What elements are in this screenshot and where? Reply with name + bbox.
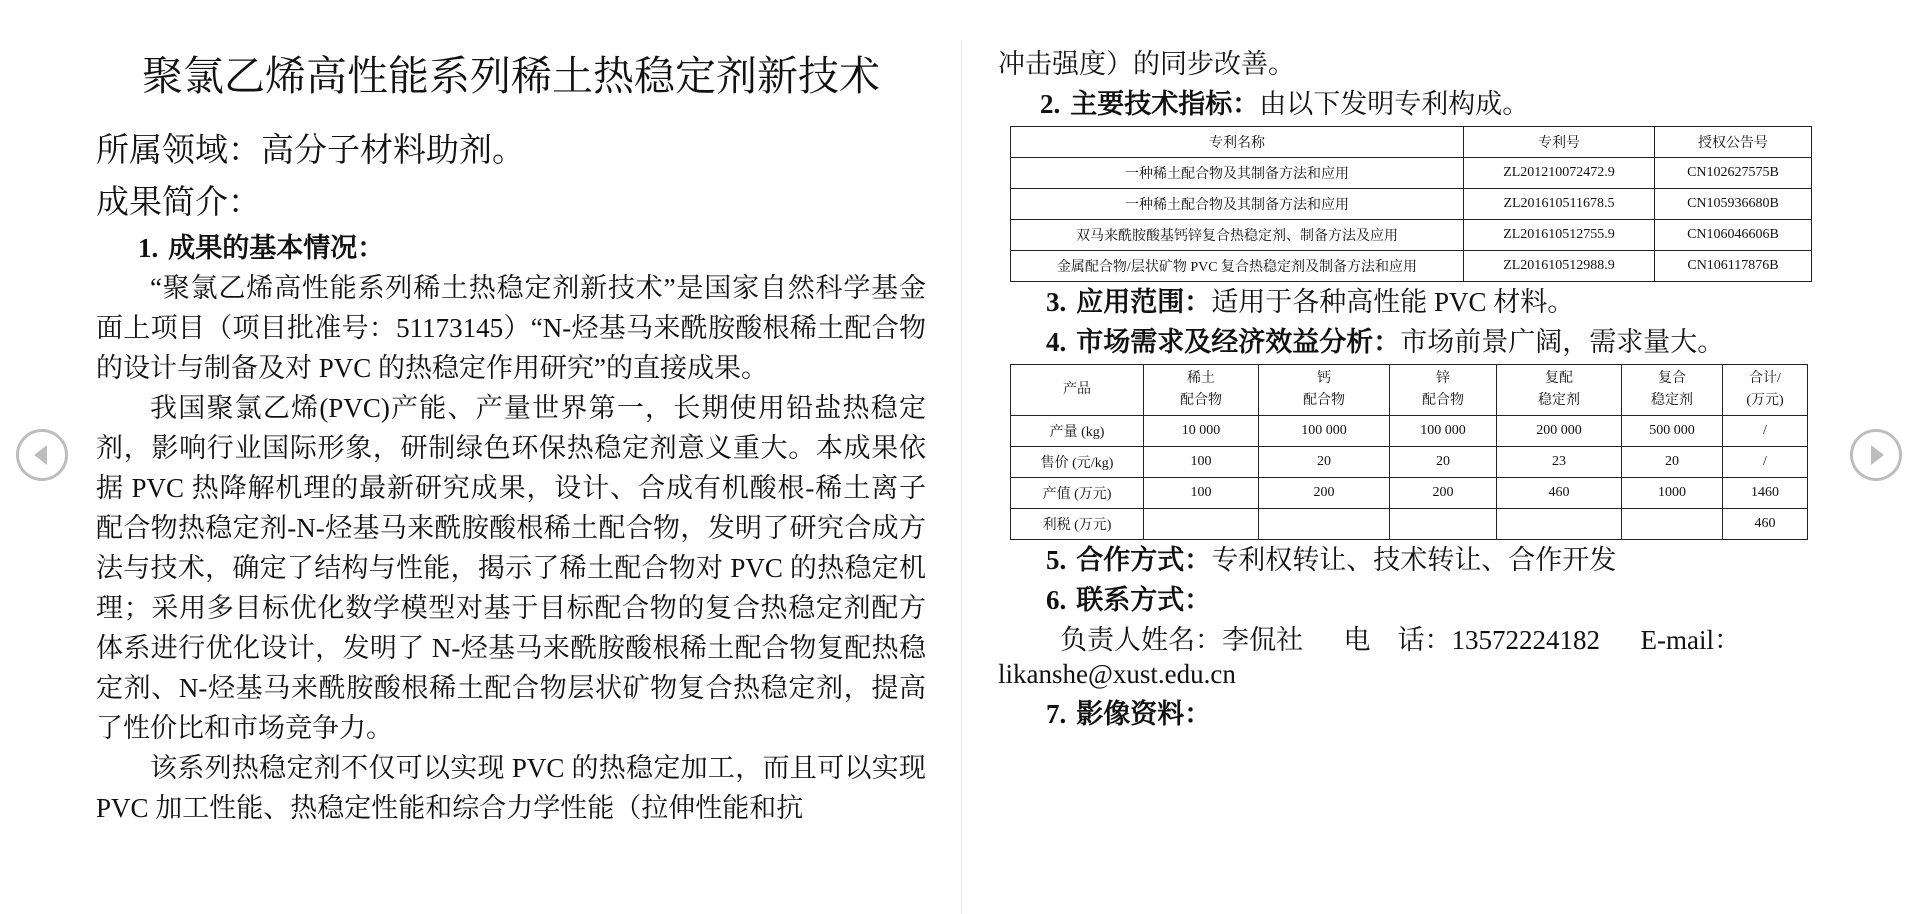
table-cell: 利税 (万元) [1011,509,1144,540]
header-line: 合计/ [1749,371,1781,386]
market-header-product [1011,365,1144,416]
table-cell [1497,509,1622,540]
table-cell: 200 [1259,478,1390,509]
section-4-title: 市场需求及经济效益分析： [1076,327,1401,357]
table-row [1011,416,1808,447]
table-cell: 200 [1390,478,1497,509]
page-divider [961,40,962,914]
table-row [1011,220,1812,251]
header-line: 复配 [1545,371,1573,386]
header-line: 配合物 [1422,393,1464,408]
header-line: 钙 [1317,371,1331,386]
header-line: 复合 [1658,371,1686,386]
patent-table-header [1011,127,1812,158]
header-line: 稳定剂 [1651,393,1693,408]
section-6-title: 联系方式： [1076,585,1212,615]
table-cell: 460 [1497,478,1622,509]
section-6-number: 6. [1046,585,1067,615]
section-2-number: 2. [1040,89,1061,119]
section-3-heading [998,282,1813,322]
table-cell: / [1723,447,1808,478]
header-line: 产品 [1063,382,1091,397]
patent-name: 一种稀土配合物及其制备方法和应用 [1011,189,1464,220]
table-cell: 100 [1144,478,1259,509]
market-table-header [1011,365,1808,416]
section-5-title: 合作方式： [1076,545,1212,575]
previous-page-button[interactable] [16,429,68,481]
section-7-number: 7. [1046,699,1067,729]
paragraph-1: “聚氯乙烯高性能系列稀土热稳定剂新技术”是国家自然科学基金面上项目（项目批准号：51173145）“N-烃基马来酰胺酸根稀土配合物的设计与制备及对 PVC 的热稳定作用研究”的直接成果。 [96,273,926,383]
header-line: 锌 [1436,371,1450,386]
table-cell: / [1723,416,1808,447]
table-cell: 200 000 [1497,416,1622,447]
patent-name-header: 专利名称 [1011,127,1464,158]
table-row [1011,158,1812,189]
section-2-text: 由以下发明专利构成。 [1259,89,1530,119]
table-cell: 100 000 [1390,416,1497,447]
patent-publication: CN105936680B [1655,189,1812,220]
contact-email[interactable]: likanshe@xust.edu.cn [998,659,1236,689]
section-5-number: 5. [1046,545,1067,575]
market-header-composite [1622,365,1723,416]
patent-publication: CN106117876B [1655,251,1812,282]
section-4-text: 市场前景广阔，需求量大。 [1400,327,1725,357]
table-cell: 100 000 [1259,416,1390,447]
patent-name: 一种稀土配合物及其制备方法和应用 [1011,158,1464,189]
chevron-right-icon [1853,432,1899,478]
table-cell: 10 000 [1144,416,1259,447]
header-line: 稀土 [1187,371,1215,386]
table-cell: 500 000 [1622,416,1723,447]
header-line: 配合物 [1303,393,1345,408]
table-row [1011,251,1812,282]
table-cell [1144,509,1259,540]
table-row [1011,509,1808,540]
left-page [96,0,926,828]
contact-email-label: E-mail： [1640,625,1741,655]
patent-publication-header: 授权公告号 [1655,127,1812,158]
chevron-left-icon [19,432,65,478]
patent-publication: CN106046606B [1655,220,1812,251]
paragraph-3: 该系列热稳定剂不仅可以实现 PVC 的热稳定加工，而且可以实现 PVC 加工性能、热稳定性能和综合力学性能（拉伸性能和抗 [96,753,926,823]
contact-name: 李侃社 [1222,625,1303,655]
section-5-text: 专利权转让、技术转让、合作开发 [1211,545,1617,575]
market-header-zinc [1390,365,1497,416]
section-3-number: 3. [1046,287,1067,317]
market-header-calcium [1259,365,1390,416]
table-cell: 20 [1259,447,1390,478]
section-4-number: 4. [1046,327,1067,357]
header-line: 配合物 [1180,393,1222,408]
table-cell: 产量 (kg) [1011,416,1144,447]
paragraph-2: 我国聚氯乙烯(PVC)产能、产量世界第一，长期使用铅盐热稳定剂，影响行业国际形象，研制绿色环保热稳定剂意义重大。本成果依据 PVC 热降解机理的最新研究成果，设计、合成有机酸根-稀土离子配合物热稳定剂-N-烃基马来酰胺酸根稀土配合物，发明了研究合成方法与技术，确定了结构与性能，揭示了稀土配合物对 PVC 的热稳定机理；采用多目标优化数学模型对基于目标配合物的复合热稳定剂配方体系进行优化设计，发明了 N-烃基马来酰胺酸根稀土配合物复配热稳定剂、N-烃基马来酰胺酸根稀土配合物层状矿物复合热稳定剂，提高了性价比和市场竞争力。 [96,393,926,743]
section-6-heading [998,580,1813,620]
patent-number: ZL201610512988.9 [1464,251,1655,282]
patent-number-header: 专利号 [1464,127,1655,158]
market-header-compound [1497,365,1622,416]
contact-phone: 13572224182 [1451,625,1600,655]
section-3-title: 应用范围： [1076,287,1212,317]
table-row [1011,189,1812,220]
right-page [998,0,1813,734]
table-cell: 售价 (元/kg) [1011,447,1144,478]
table-cell [1622,509,1723,540]
header-line: 稳定剂 [1538,393,1580,408]
patent-number: ZL201610511678.5 [1464,189,1655,220]
table-cell: 1460 [1723,478,1808,509]
table-cell: 20 [1622,447,1723,478]
table-cell: 1000 [1622,478,1723,509]
section-2-title: 主要技术指标： [1070,89,1260,119]
summary-heading: 成果简介： [96,183,261,220]
patent-number: ZL201610512755.9 [1464,220,1655,251]
section-1-heading [96,228,926,268]
table-cell: 23 [1497,447,1622,478]
table-cell [1390,509,1497,540]
patent-name: 金属配合物/层状矿物 PVC 复合热稳定剂及制备方法和应用 [1011,251,1464,282]
section-5-heading [998,540,1813,580]
market-header-total [1723,365,1808,416]
section-3-text: 适用于各种高性能 PVC 材料。 [1211,287,1575,317]
header-line: (万元) [1746,393,1784,408]
section-4-heading [998,322,1813,362]
table-cell: 100 [1144,447,1259,478]
next-page-button[interactable] [1850,429,1902,481]
patent-table [1010,126,1812,282]
document-title: 聚氯乙烯高性能系列稀土热稳定剂新技术 [142,53,880,99]
section-7-title: 影像资料： [1076,699,1212,729]
table-cell: 产值 (万元) [1011,478,1144,509]
continuation-text: 冲击强度）的同步改善。 [998,49,1295,79]
patent-publication: CN102627575B [1655,158,1812,189]
section-7-heading [998,694,1813,734]
table-cell: 20 [1390,447,1497,478]
field-line: 所属领域：高分子材料助剂。 [96,131,525,168]
table-cell: 460 [1723,509,1808,540]
market-table [1010,364,1808,540]
table-row [1011,447,1808,478]
section-1-number: 1. [138,233,159,263]
table-row [1011,478,1808,509]
patent-name: 双马来酰胺酸基钙锌复合热稳定剂、制备方法及应用 [1011,220,1464,251]
table-cell [1259,509,1390,540]
patent-number: ZL201210072472.9 [1464,158,1655,189]
section-2-heading [998,84,1813,124]
contact-phone-label: 电 话： [1343,625,1452,655]
market-header-rare-earth [1144,365,1259,416]
section-1-title: 成果的基本情况： [168,233,385,263]
contact-name-label: 负责人姓名： [1060,625,1222,655]
